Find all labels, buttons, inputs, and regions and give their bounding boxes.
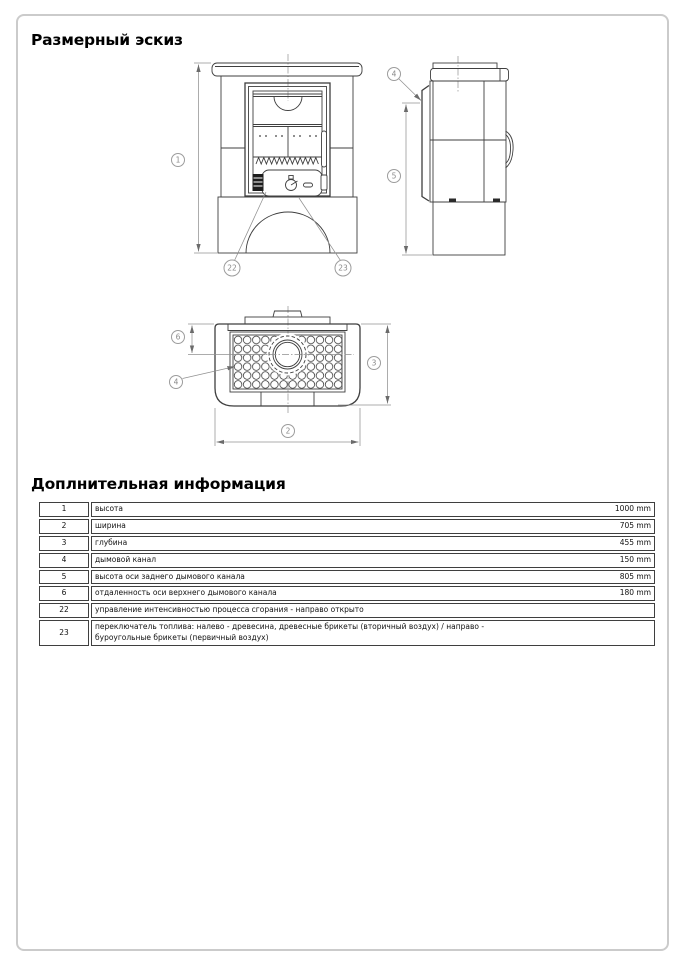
- control-unit: [253, 170, 328, 196]
- row-description-cell: [91, 570, 655, 585]
- svg-text:4: 4: [391, 69, 397, 79]
- dimension-height: [194, 63, 217, 253]
- leader-flue-top: [183, 367, 236, 379]
- svg-text:5: 5: [391, 171, 397, 181]
- additional-info-table: [37, 500, 657, 648]
- row-description-cell: [91, 620, 655, 646]
- svg-text:22: 22: [227, 263, 237, 273]
- row-description: глубина: [95, 537, 128, 547]
- technical-drawing: [0, 0, 686, 470]
- callout-width: [282, 425, 295, 438]
- stove-side-view: [399, 56, 514, 255]
- svg-text:3: 3: [371, 358, 377, 368]
- row-number-cell: 5: [39, 570, 89, 585]
- section-title-dimensional-sketch: Размерный эскиз: [31, 31, 183, 49]
- row-value: 455 mm: [619, 537, 651, 547]
- row-number-cell: 4: [39, 553, 89, 568]
- row-description-cell: [91, 553, 655, 568]
- row-number-cell: 1: [39, 502, 89, 517]
- row-value: 805 mm: [619, 571, 651, 581]
- row-description-cell: [91, 536, 655, 551]
- dimension-rear-flue-height: [402, 103, 432, 255]
- table-row: [39, 519, 655, 534]
- row-description: переключатель топлива: налево - древесина, древесные брикеты (вторичный воздух) / направо - буроугольные брикеты (первичный воздух): [95, 622, 485, 642]
- callout-flue-side: [388, 68, 401, 81]
- callout-height: [172, 154, 185, 167]
- svg-text:1: 1: [175, 155, 181, 165]
- pedestal-front: [218, 197, 357, 253]
- row-description-cell: [91, 502, 655, 517]
- row-description: ширина: [95, 520, 126, 530]
- table-row: [39, 570, 655, 585]
- row-value: 180 mm: [619, 588, 651, 598]
- row-description: высота оси заднего дымового канала: [95, 571, 245, 581]
- row-value: 705 mm: [619, 520, 651, 530]
- callout-flue-top: [170, 376, 183, 389]
- row-description: управление интенсивностью процесса сгорания - направо открыто: [95, 605, 364, 615]
- row-description-cell: [91, 603, 655, 618]
- pedestal-side: [433, 199, 505, 256]
- table-row: [39, 586, 655, 601]
- row-number-cell: 2: [39, 519, 89, 534]
- dimension-depth: [338, 324, 391, 405]
- table-row: [39, 553, 655, 568]
- row-description: высота: [95, 504, 124, 513]
- svg-text:2: 2: [285, 426, 291, 436]
- svg-text:23: 23: [338, 263, 348, 273]
- table-row: [39, 620, 655, 646]
- stove-front-view: [194, 54, 362, 261]
- row-description: отдаленность оси верхнего дымового канала: [95, 588, 277, 598]
- callout-fuel-switch: [335, 260, 351, 276]
- table-row: [39, 603, 655, 618]
- row-number-cell: 3: [39, 536, 89, 551]
- row-number-cell: 22: [39, 603, 89, 618]
- row-number-cell: 6: [39, 586, 89, 601]
- table-row: [39, 502, 655, 517]
- svg-text:6: 6: [175, 332, 181, 342]
- row-description-cell: [91, 519, 655, 534]
- row-value: 150 mm: [619, 554, 651, 564]
- section-title-additional-info: Доплнительная информация: [31, 475, 286, 493]
- leader-lines-controls: [235, 192, 341, 261]
- table-row: [39, 536, 655, 551]
- row-description: дымовой канал: [95, 554, 157, 564]
- callout-rear-flue-height: [388, 170, 401, 183]
- callout-depth: [368, 357, 381, 370]
- row-value: 1000 mm: [614, 504, 651, 513]
- leader-flue-side: [399, 79, 422, 101]
- door-handle-front: [322, 131, 327, 167]
- rear-flue-connector: [422, 86, 429, 202]
- door-handle-side: [506, 131, 514, 168]
- callout-top-flue-distance: [172, 331, 185, 344]
- row-number-cell: 23: [39, 620, 89, 646]
- callout-combustion-control: [224, 260, 240, 276]
- row-description-cell: [91, 586, 655, 601]
- svg-text:4: 4: [173, 377, 179, 387]
